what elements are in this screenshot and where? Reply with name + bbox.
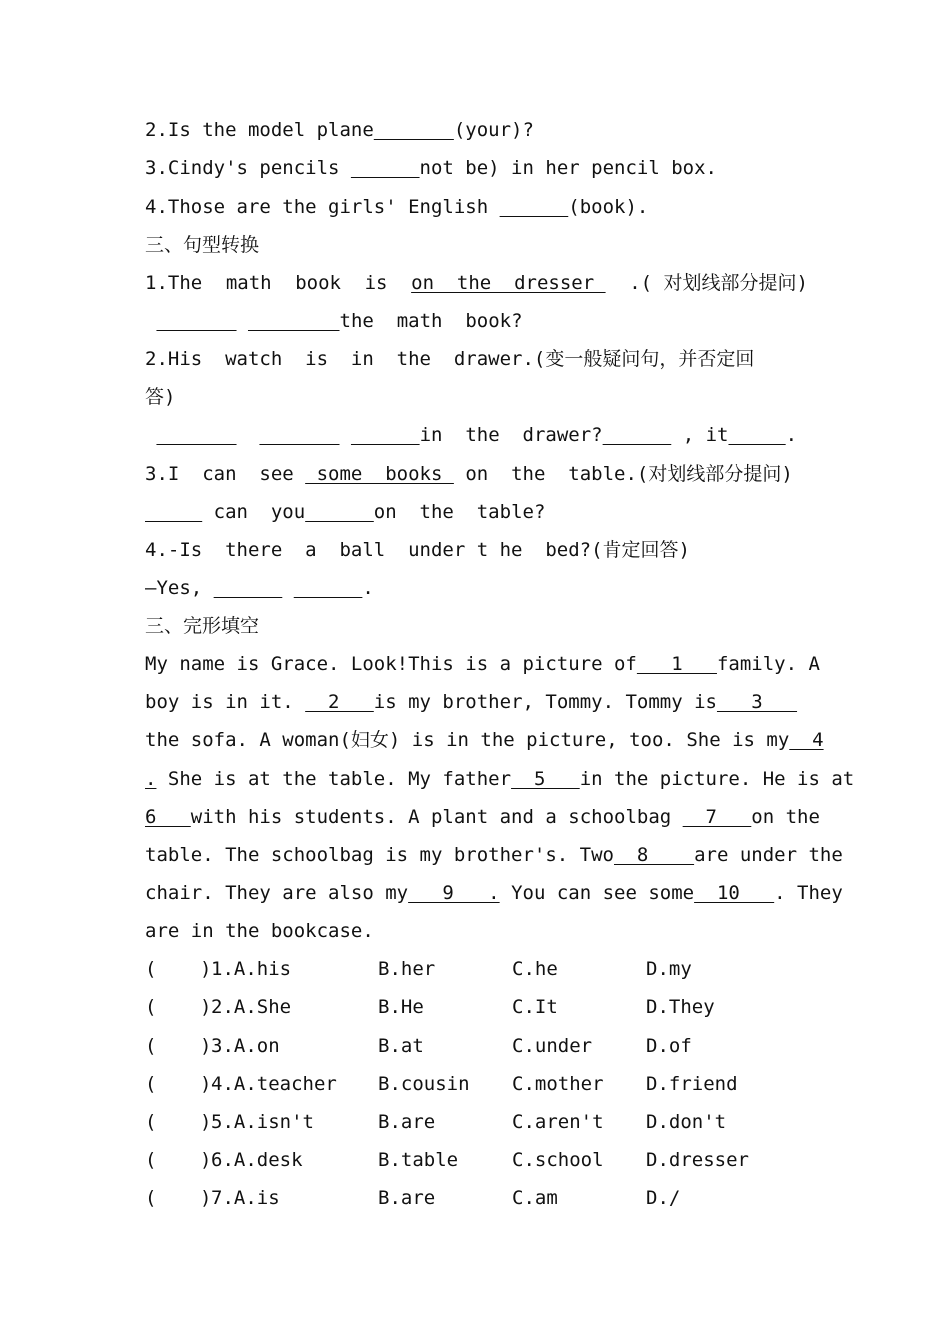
answer-blank[interactable] <box>156 424 236 446</box>
cloze-blank[interactable]: 5 <box>511 768 580 790</box>
cloze-blank[interactable]: 7 <box>682 806 752 828</box>
section-heading-transform: 三、句型转换 <box>145 234 260 256</box>
cloze-paragraph-line: . She is at the table. My father 5 in the picture. He is at <box>145 768 855 790</box>
answer-paren[interactable]: ( <box>145 1035 157 1057</box>
answer-paren[interactable]: ( <box>145 1149 157 1171</box>
transform-q2-line3: in the drawer? , it . <box>145 422 808 448</box>
transform-q4-line1: 4.-Is there a ball under t he bed?(肯定回答) <box>145 539 690 561</box>
cloze-blank-end: . <box>145 768 157 790</box>
answer-blank[interactable] <box>145 501 202 523</box>
answer-paren[interactable]: ( <box>145 1187 157 1209</box>
cloze-blank[interactable]: 4 <box>789 729 824 751</box>
answer-paren[interactable]: ( <box>145 1073 157 1095</box>
question-4: 4.Those are the girls' English (book). <box>145 196 649 218</box>
question-2: 2.Is the model plane (your)? <box>145 119 534 141</box>
transform-q2-line2: 答) <box>145 386 176 408</box>
cloze-paragraph-line: chair. They are also my 9 . You can see some 10 . They <box>145 882 843 904</box>
answer-blank[interactable] <box>603 424 672 446</box>
transform-q4-line2: –Yes, . <box>145 577 374 599</box>
transform-q3-line2: can you on the table? <box>145 499 808 525</box>
cloze-blank[interactable]: 9 . <box>408 882 500 904</box>
underlined-phrase: on the dresser <box>411 272 606 294</box>
answer-paren[interactable]: ( <box>145 996 157 1018</box>
answer-paren[interactable]: ( <box>145 1111 157 1133</box>
cloze-paragraph-line: boy is in it. 2 is my brother, Tommy. Tommy is 3 <box>145 691 798 713</box>
cloze-blank[interactable]: 6 <box>145 806 191 828</box>
cloze-paragraph-line: are in the bookcase. <box>145 920 374 942</box>
cloze-paragraph-line: My name is Grace. Look!This is a picture of 1 family. A <box>145 653 820 675</box>
answer-blank[interactable] <box>728 424 785 446</box>
answer-blank[interactable] <box>294 577 363 599</box>
cloze-paragraph-line: the sofa. A woman(妇女) is in the picture, too. She is my 4 <box>145 729 824 751</box>
answer-blank[interactable] <box>214 577 283 599</box>
answer-blank[interactable] <box>351 157 420 179</box>
cloze-blank[interactable]: 1 <box>636 653 717 675</box>
answer-blank[interactable] <box>500 196 569 218</box>
cloze-paragraph-line: 6 with his students. A plant and a schoolbag 7 on the <box>145 806 820 828</box>
question-3: 3.Cindy's pencils not be) in her pencil box. <box>145 157 717 179</box>
transform-q1-line2: the math book? <box>145 308 808 334</box>
answer-blank[interactable] <box>259 424 339 446</box>
answer-blank[interactable] <box>156 310 236 332</box>
underlined-phrase: some books <box>305 463 454 485</box>
cloze-blank[interactable]: 3 <box>716 691 798 713</box>
cloze-blank[interactable]: 10 <box>694 882 775 904</box>
answer-blank[interactable] <box>248 310 340 332</box>
transform-q1-line1: 1.The math book is on the dresser .( 对划线部分提问) <box>145 272 808 294</box>
cloze-paragraph-line: table. The schoolbag is my brother's. Two 8 are under the <box>145 844 843 866</box>
answer-blank[interactable] <box>374 119 454 141</box>
transform-q3-line1: 3.I can see some books on the table.(对划线部分提问) <box>145 463 793 485</box>
answer-blank[interactable] <box>305 501 374 523</box>
cloze-blank[interactable]: 2 <box>305 691 374 713</box>
section-heading-cloze: 三、完形填空 <box>145 615 260 637</box>
answer-blank[interactable] <box>351 424 420 446</box>
cloze-blank[interactable]: 8 <box>614 844 695 866</box>
transform-q2-line1: 2.His watch is in the drawer.(变一般疑问句，并否定回 <box>145 348 755 370</box>
answer-paren[interactable]: ( <box>145 958 157 980</box>
